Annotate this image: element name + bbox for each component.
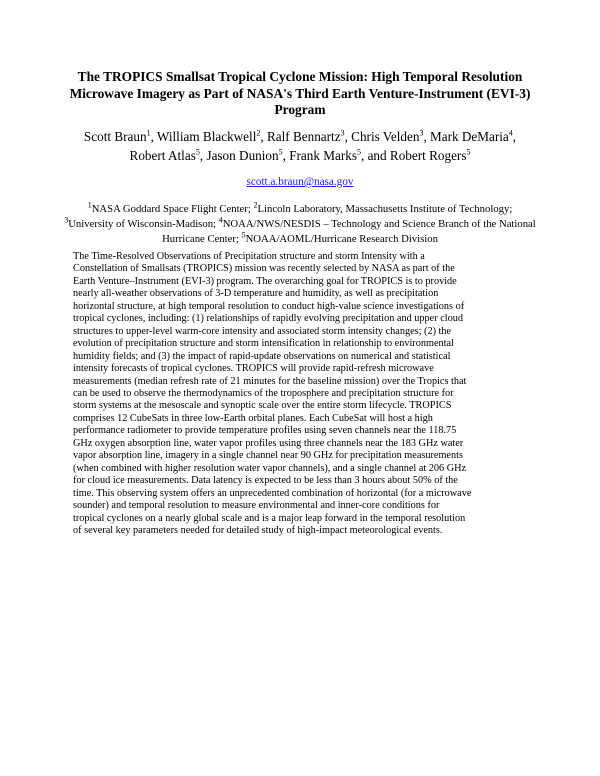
author-list: Scott Braun$^1$, William Blackwell$^2$, Ralf Bennartz$^3$, Chris Velden$^3$, Mark DeMaria$^4$, Robert Atlas$^5$, Jason Dunion$^5$, Frank Marks$^5$, and Robert Rogers$^5$ [83,128,517,163]
abstract-line: comprises 12 CubeSats in three low-Earth orbital planes. Each CubeSat will host a high [73,412,433,424]
author-mark: 4 [508,128,513,138]
author-conjunction: and [367,148,387,163]
author-name: Jason Dunion [206,148,279,163]
author-mark: 5 [195,147,200,157]
abstract-line: tropical cyclones, including: (1) relationships of rapidly evolving precipitation and upper cloud [73,313,463,325]
email-link[interactable]: scott.a.braun@nasa.gov [246,176,354,188]
abstract-line: humidity fields; and (3) the impact of rapid-update observations on numerical and statistical [73,350,451,362]
author-mark: 2 [256,128,261,138]
affiliation-text: NOAA/NWS/NESDIS – Technology and Science Branch of the National Hurricane Center; [162,218,536,245]
author-name: Mark DeMaria [430,129,509,144]
author-name: Frank Marks [289,148,357,163]
abstract-line: can be used to observe the thermodynamics of the troposphere and precipitation structure for [73,387,454,399]
abstract-line: time. This observing system offers an unprecedented combination of horizontal (for a microwave [73,487,472,499]
affiliation-mark: 1 [87,200,92,210]
abstract-line: The Time-Resolved Observations of Precipitation structure and storm Intensity with a [73,251,425,262]
author-mark: 5 [466,147,471,157]
abstract-paragraph [73,251,529,537]
author-name: Ralf Bennartz [266,129,341,144]
paper-title: The TROPICS Smallsat Tropical Cyclone Mission: High Temporal Resolution Microwave Imagery as Part of NASA's Third Earth Venture-Instrument (EVI-3) Program [69,69,531,117]
abstract-line: evolution of precipitation structure and storm intensification in relationship to environmental [73,338,454,350]
abstract-line: of several key parameters needed for detailed study of high-impact meteorological events. [73,524,443,536]
author-mark: 3 [340,128,345,138]
abstract-line: structures to upper-level warm-core intensity and associated storm intensity changes; (2) the [73,325,452,337]
affiliation-mark: 3 [64,215,69,225]
affiliation-text: University of Wisconsin-Madison; [68,218,217,230]
author-name: Scott Braun [83,129,147,144]
abstract-line: performance radiometer to provide temperature profiles using seven channels near the 118.75 [73,425,457,437]
abstract-line: sounder) and temporal resolution to measure environmental and inner-core conditions for [73,500,440,512]
abstract-line: Constellation of Smallsats (TROPICS) mission was recently selected by NASA as part of the [73,263,455,275]
abstract-line: horizontal structure, at high temporal resolution to conduct high-value science investigations of [73,300,465,312]
author-mark: 5 [356,147,361,157]
abstract-line: GHz oxygen absorption line, water vapor profiles using three channels near the 183 GHz water [73,437,464,449]
affiliation-text: NOAA/AOML/Hurricane Research Division [245,233,438,245]
abstract-line: measurements (median refresh rate of 21 minutes for the baseline mission) over the Tropics that [73,375,467,387]
abstract-line: (when combined with higher resolution water vapor channels), and a single channel at 206 GHz [73,462,467,474]
author-name: William Blackwell [156,129,257,144]
abstract-line: nearly all-weather observations of 3-D temperature and humidity, as well as precipitation [73,288,439,300]
author-name: Robert Atlas [129,148,196,163]
abstract-line: for cloud ice measurements. Data latency is expected to be less than 3 hours about 50% of the [73,475,458,487]
abstract-line: vapor absorption line, imagery in a single channel near 90 GHz for precipitation measurements [73,450,463,462]
affiliation-text: Lincoln Laboratory, Massachusetts Institute of Technology; [257,203,513,215]
author-name: Chris Velden [351,129,420,144]
affiliation-mark: 2 [253,200,258,210]
affiliation-mark: 4 [218,215,223,225]
abstract-line: tropical cyclones on a nearly global scale and is a major leap forward in the temporal resolution [73,512,466,524]
author-mark: 3 [419,128,424,138]
abstract-line: Earth Venture–Instrument (EVI-3) program. The overarching goal for TROPICS is to provide [73,275,457,287]
abstract-line: intensity forecasts of tropical cyclones. TROPICS will provide rapid-refresh microwave [73,363,434,375]
affiliations [62,202,538,247]
author-mark: 1 [146,128,151,138]
author-name: Robert Rogers [389,148,467,163]
abstract-line: storm systems at the mesoscale and synoptic scale over the entire storm lifecycle. TROPICS [73,400,452,412]
affiliation-text: NASA Goddard Space Flight Center; [91,203,251,215]
author-mark: 5 [278,147,283,157]
email-line [40,175,560,189]
affiliation-mark: 5 [241,230,246,240]
